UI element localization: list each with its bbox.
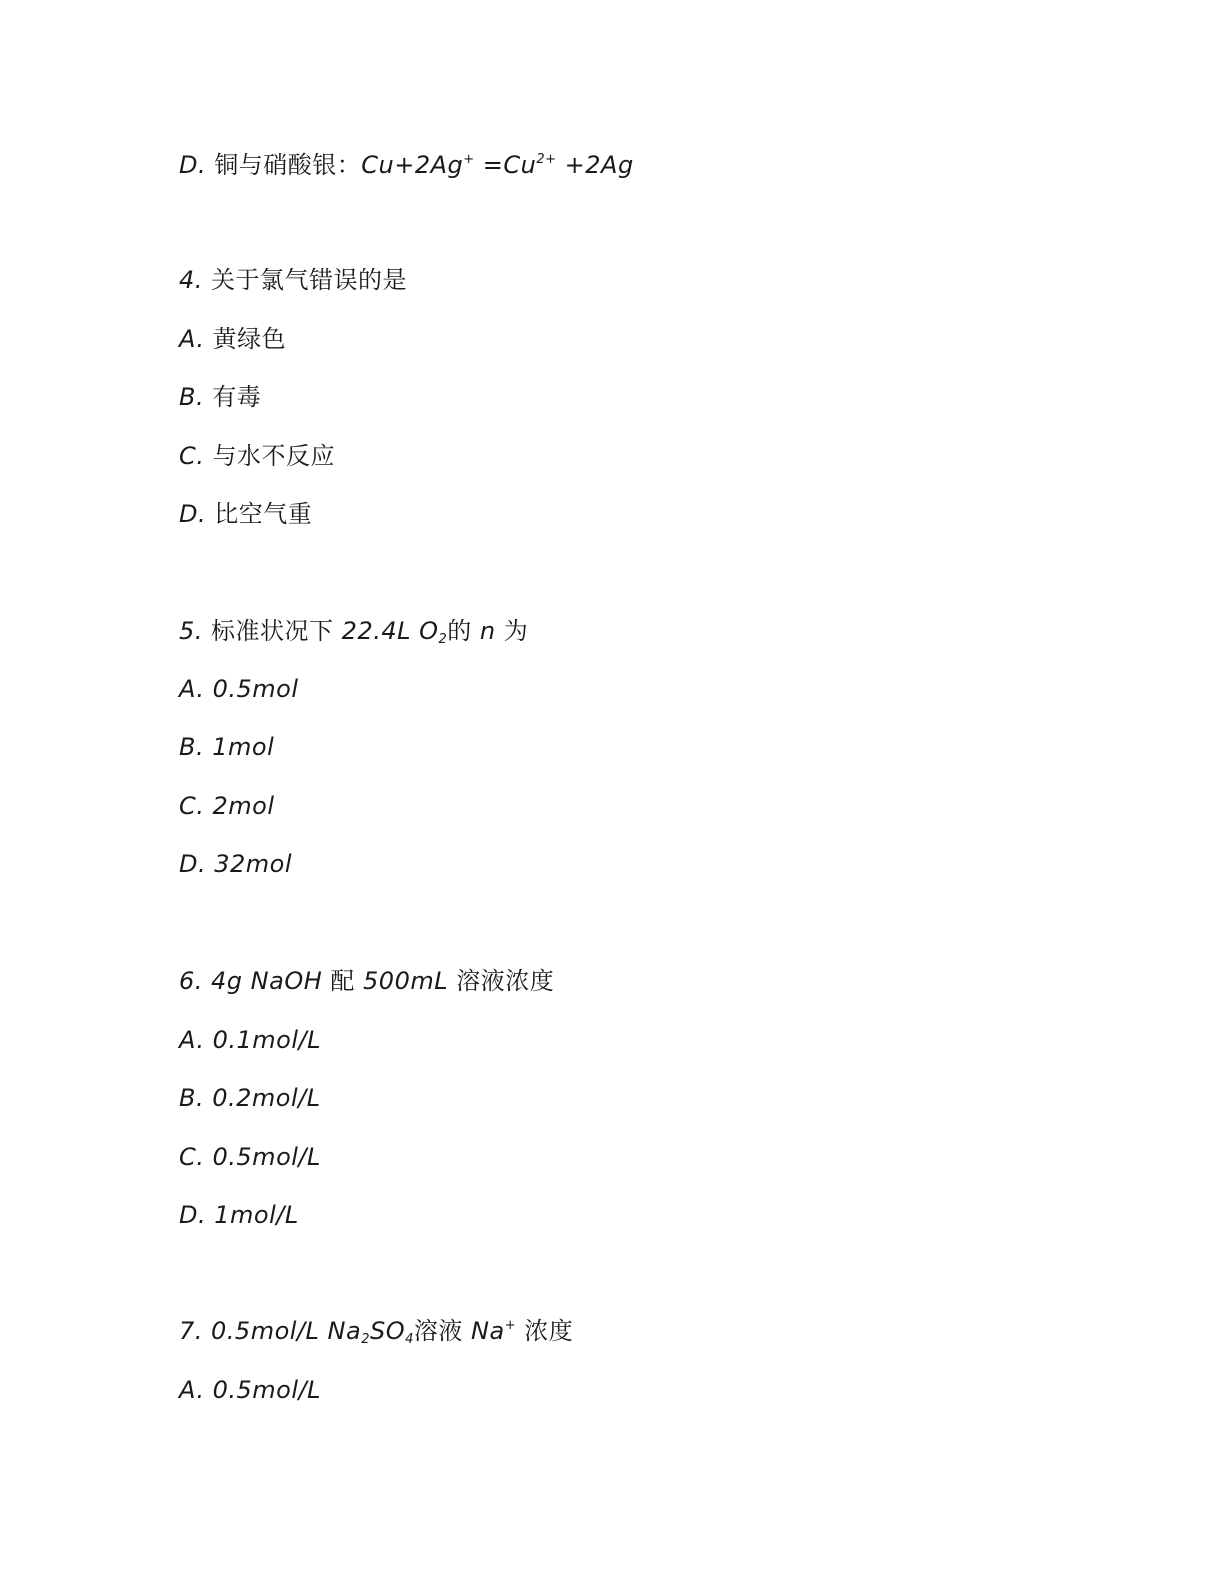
question-number: 4.	[179, 266, 212, 294]
option-label: A.	[179, 1026, 213, 1054]
question-text: 的	[447, 617, 480, 645]
question-6	[179, 965, 554, 997]
question-7	[179, 1315, 573, 1347]
formula-part: SO	[369, 1317, 406, 1345]
option-label: D.	[179, 850, 215, 878]
superscript: 2+	[536, 152, 557, 167]
option-6b	[179, 1082, 321, 1114]
question-text: 关于氯气错误的是	[211, 266, 408, 294]
option-label: C.	[179, 442, 213, 470]
question-text: 浓度	[516, 1317, 574, 1345]
equation-part: =Cu	[474, 151, 537, 179]
question-number: 5.	[179, 617, 212, 645]
option-text: 2mol	[212, 792, 275, 820]
superscript: +	[463, 152, 475, 167]
option-label: B.	[179, 383, 213, 411]
option-label: B.	[179, 733, 213, 761]
subscript: 2	[361, 1332, 370, 1347]
subscript: 4	[405, 1332, 414, 1347]
question-number: 7.	[179, 1317, 212, 1345]
option-label: D.	[179, 1201, 215, 1229]
ion-symbol: Na	[471, 1317, 505, 1345]
option-6d	[179, 1199, 299, 1231]
option-3d	[179, 149, 634, 181]
volume-value: 22.4L O	[341, 617, 439, 645]
question-5	[179, 615, 528, 647]
superscript: +	[504, 1318, 517, 1333]
option-7a	[179, 1374, 321, 1406]
option-text: 0.1mol/L	[212, 1026, 321, 1054]
symbol-n: n	[479, 617, 496, 645]
question-4	[179, 264, 407, 296]
option-text: 32mol	[214, 850, 293, 878]
option-6a	[179, 1024, 321, 1056]
concentration-value: 0.5mol/L Na	[211, 1317, 362, 1345]
option-label: A.	[179, 325, 213, 353]
option-text: 1mol/L	[214, 1201, 299, 1229]
question-text: 配	[322, 967, 364, 995]
option-label: C.	[179, 1143, 213, 1171]
option-5a	[179, 673, 299, 705]
option-text: 0.5mol/L	[212, 1143, 321, 1171]
option-label: D.	[179, 151, 215, 179]
option-6c	[179, 1141, 321, 1173]
option-5b	[179, 731, 274, 763]
subscript: 2	[438, 632, 448, 647]
question-text: 溶液	[413, 1317, 472, 1345]
option-label: A.	[179, 675, 213, 703]
option-label: A.	[179, 1376, 213, 1404]
question-text: 溶液浓度	[448, 967, 555, 995]
question-number: 6.	[179, 967, 212, 995]
volume-value: 500mL	[363, 967, 449, 995]
option-text: 与水不反应	[212, 442, 336, 470]
option-text: 0.5mol	[212, 675, 299, 703]
question-text: 标准状况下	[211, 617, 342, 645]
mass-value: 4g NaOH	[211, 967, 323, 995]
equation-part: +2Ag	[556, 151, 634, 179]
option-text: 1mol	[212, 733, 275, 761]
option-text: 比空气重	[214, 500, 313, 528]
option-text: 0.5mol/L	[212, 1376, 321, 1404]
option-4b	[179, 381, 261, 413]
option-label: D.	[179, 500, 215, 528]
option-label: C.	[179, 792, 213, 820]
option-4d	[179, 498, 312, 530]
equation-part: Cu+2Ag	[361, 151, 464, 179]
option-5c	[179, 790, 275, 822]
option-text: 铜与硝酸银：	[214, 151, 362, 179]
option-text: 黄绿色	[212, 325, 287, 353]
option-text: 0.2mol/L	[212, 1084, 321, 1112]
option-5d	[179, 848, 292, 880]
option-4a	[179, 323, 286, 355]
option-4c	[179, 440, 335, 472]
option-label: B.	[179, 1084, 213, 1112]
question-text: 为	[495, 617, 529, 645]
option-text: 有毒	[212, 383, 262, 411]
